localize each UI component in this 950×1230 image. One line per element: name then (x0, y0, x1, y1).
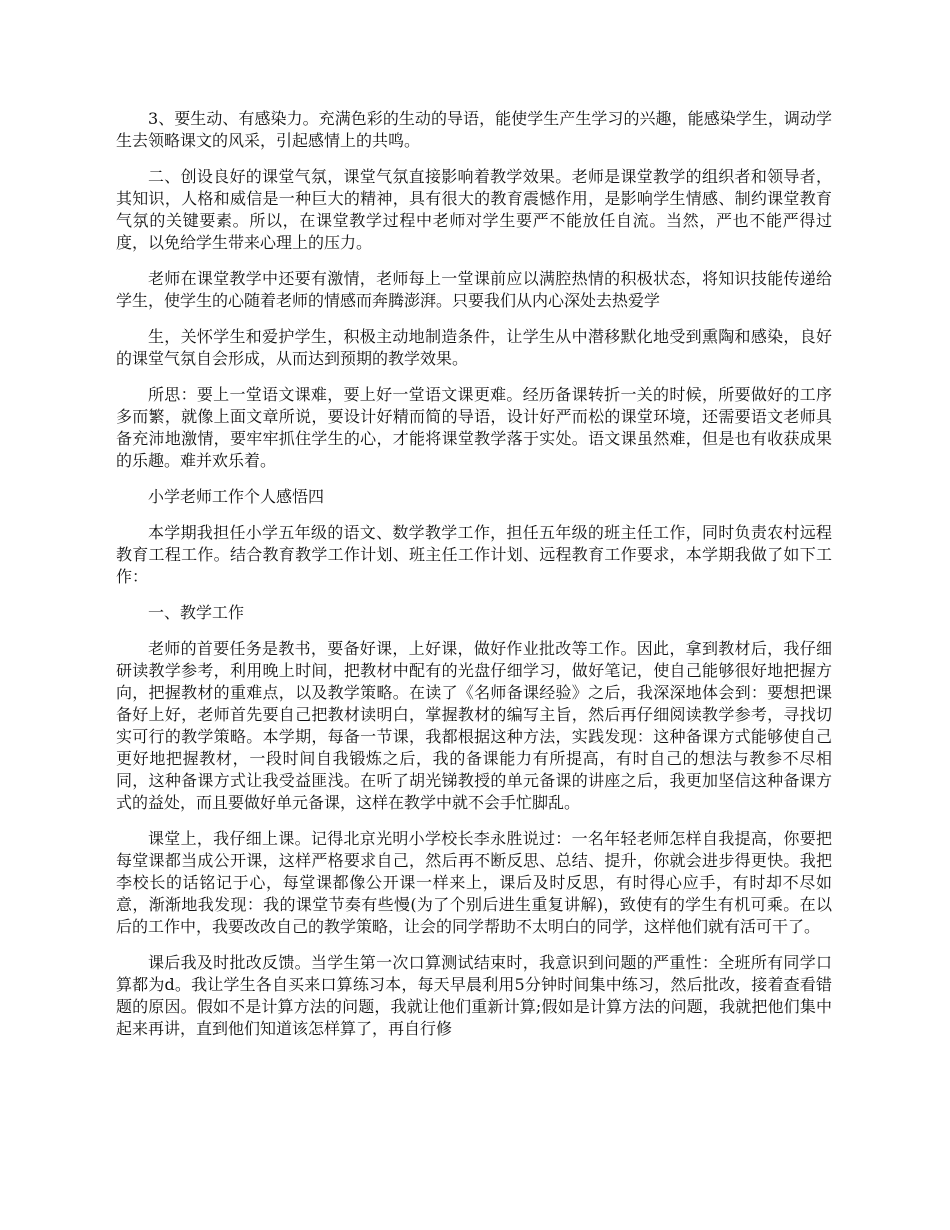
paragraph-vivid-intro: 3、要生动、有感染力。充满色彩的生动的导语，能使学生产生学习的兴趣，能感染学生，调动学生去领略课文的风采，引起感情上的共鸣。 (116, 109, 832, 150)
paragraph-lesson-prep: 老师的首要任务是教书，要备好课，上好课，做好作业批改等工作。因此，拿到教材后，我仔细研读教学参考，利用晚上时间，把教材中配有的光盘仔细学习，做好笔记，使自己能够很好地把握方向，把握教材的重难点，以及教学策略。在读了《名师备课经验》之后，我深深地体会到：要想把课备好上好，老师首先要自己把教材读明白，掌握教材的编写主旨，然后再仔细阅读教学参考，寻找切实可行的教学策略。本学期，每备一节课，我都根据这种方法，实践发现：这种备课方式能够使自己更好地把握教材，一段时间自我锻炼之后，我的备课能力有所提高，有时自己的想法与教参不尽相同，这种备课方式让我受益匪浅。在听了胡光锑教授的单元备课的讲座之后，我更加坚信这种备课方式的益处，而且要做好单元备课，这样在教学中就不会手忙脚乱。 (116, 639, 832, 812)
paragraph-reflection: 所思：要上一堂语文课难，要上好一堂语文课更难。经历备课转折一关的时候，所要做好的工序多而繁，就像上面文章所说，要设计好精而简的导语，设计好严而松的课堂环境，还需要语文老师具备充沛地激情，要牢牢抓住学生的心，才能将课堂教学落于实处。语文课虽然难，但是也有收获成果的乐趣。难并欢乐着。 (116, 385, 832, 470)
document-page (116, 108, 832, 1054)
paragraph-classroom-atmosphere: 二、创设良好的课堂气氛，课堂气氛直接影响着教学效果。老师是课堂教学的组织者和领导者，其知识，人格和威信是一种巨大的精神，具有很大的教育震憾作用，是影响学生情感、制约课堂教育气氛的关键要素。所以，在课堂教学过程中老师对学生要严不能放任自流。当然，严也不能严得过度，以免给学生带来心理上的压力。 (116, 167, 832, 252)
subsection-title-teaching: 一、教学工作 (148, 603, 245, 622)
paragraph-care-students: 生，关怀学生和爱护学生，积极主动地制造条件，让学生从中潜移默化地受到熏陶和感染，良好的课堂气氛自会形成，从而达到预期的教学效果。 (116, 327, 832, 368)
section-title: 小学老师工作个人感悟四 (148, 487, 325, 506)
paragraph-semester-intro: 本学期我担任小学五年级的语文、数学教学工作，担任五年级的班主任工作，同时负责农村远程教育工程工作。结合教育教学工作计划、班主任工作计划、远程教育工作要求，本学期我做了如下工作： (116, 523, 832, 586)
paragraph-in-class: 课堂上，我仔细上课。记得北京光明小学校长李永胜说过：一名年轻老师怎样自我提高，你要把每堂课都当成公开课，这样严格要求自己，然后再不断反思、总结、提升，你就会进步得更快。我把李校长的话铭记于心，每堂课都像公开课一样来上，课后及时反思，有时得心应手，有时却不尽如意，渐渐地我发现：我的课堂节奏有些慢(为了个别后进生重复讲解)，致使有的学生有机可乘。在以后的工作中，我要改改自己的教学策略，让会的同学帮助不太明白的同学，这样他们就有活可干了。 (116, 829, 832, 936)
paragraph-teacher-passion: 老师在课堂教学中还要有激情，老师每上一堂课前应以满腔热情的积极状态，将知识技能传递给学生，使学生的心随着老师的情感而奔腾澎湃。只要我们从内心深处去热爱学 (116, 269, 832, 310)
paragraph-after-class: 课后我及时批改反馈。当学生第一次口算测试结束时，我意识到问题的严重性：全班所有同学口算都为d。我让学生各自买来口算练习本，每天早晨利用5分钟时间集中练习，然后批改，接着查看错题的原因。假如不是计算方法的问题，我就让他们重新计算;假如是计算方法的问题，我就把他们集中起来再讲，直到他们知道该怎样算了，再自行修 (116, 953, 832, 1038)
